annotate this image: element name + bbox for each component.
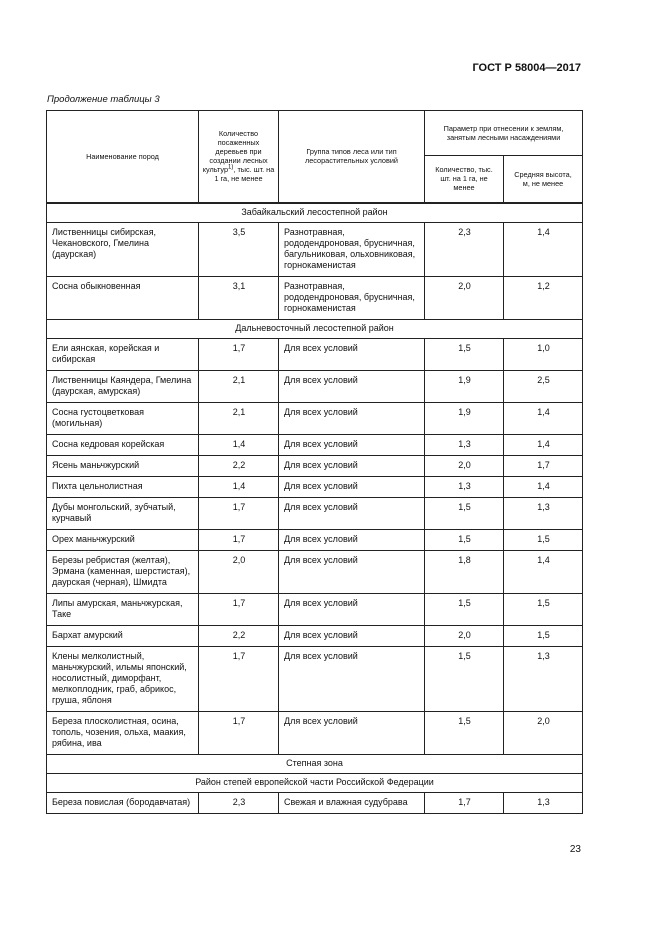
height-cell: 1,3	[504, 646, 583, 711]
count-cell: 2,0	[425, 455, 504, 476]
table-row	[47, 711, 583, 754]
table-row	[47, 792, 583, 813]
planted-cell: 2,1	[199, 402, 279, 434]
table-row	[47, 646, 583, 711]
forest-group-cell: Разнотравная, рододендроновая, брусничная, багульниковая, ольховниковая, горнокаменистая	[279, 222, 425, 276]
count-cell: 1,9	[425, 370, 504, 402]
table-row	[47, 455, 583, 476]
table-header	[47, 111, 583, 203]
count-cell: 1,3	[425, 476, 504, 497]
height-cell: 1,2	[504, 276, 583, 319]
table-row	[47, 497, 583, 529]
species-cell: Пихта цельнолистная	[47, 476, 199, 497]
species-cell: Ясень маньчжурский	[47, 455, 199, 476]
count-cell: 1,9	[425, 402, 504, 434]
planted-cell: 3,1	[199, 276, 279, 319]
species-cell: Лиственницы Каяндера, Гмелина (даурская, амурская)	[47, 370, 199, 402]
section-title: Район степей европейской части Российской Федерации	[47, 773, 583, 792]
forest-group-cell: Для всех условий	[279, 338, 425, 370]
table-body	[47, 203, 583, 814]
header-forest-group: Группа типов леса или тип лесорастительных условий	[279, 111, 425, 203]
document-code: ГОСТ Р 58004—2017	[472, 62, 581, 74]
height-cell: 1,4	[504, 550, 583, 593]
species-cell: Клены мелколистный, маньчжурский, ильмы японский, носолистный, диморфант, мелкоплодник, граб, абрикос, груша, яблоня	[47, 646, 199, 711]
species-cell: Липы амурская, маньчжурская, Таке	[47, 593, 199, 625]
table-row	[47, 550, 583, 593]
table-row	[47, 476, 583, 497]
forest-group-cell: Для всех условий	[279, 550, 425, 593]
forest-group-cell: Свежая и влажная судубрава	[279, 792, 425, 813]
height-cell: 2,0	[504, 711, 583, 754]
header-height: Средняя высота, м, не менее	[504, 156, 583, 203]
height-cell: 2,5	[504, 370, 583, 402]
forest-group-cell: Разнотравная, рододендроновая, брусничная, горнокаменистая	[279, 276, 425, 319]
species-cell: Лиственницы сибирская, Чекановского, Гмелина (даурская)	[47, 222, 199, 276]
count-cell: 1,5	[425, 711, 504, 754]
count-cell: 1,5	[425, 646, 504, 711]
section-row	[47, 203, 583, 223]
header-species: Наименование пород	[47, 111, 199, 203]
forest-group-cell: Для всех условий	[279, 434, 425, 455]
table-row	[47, 338, 583, 370]
forest-group-cell: Для всех условий	[279, 497, 425, 529]
species-table	[46, 110, 583, 814]
forest-group-cell: Для всех условий	[279, 529, 425, 550]
header-param: Параметр при отнесении к землям, занятым лесными насаждениями	[425, 111, 583, 156]
table-row	[47, 625, 583, 646]
section-title: Забайкальский лесостепной район	[47, 203, 583, 223]
count-cell: 1,5	[425, 497, 504, 529]
count-cell: 2,3	[425, 222, 504, 276]
count-cell: 2,0	[425, 276, 504, 319]
species-cell: Береза плосколистная, осина, тополь, чозения, ольха, маакия, рябина, ива	[47, 711, 199, 754]
height-cell: 1,4	[504, 222, 583, 276]
height-cell: 1,5	[504, 529, 583, 550]
planted-cell: 1,7	[199, 646, 279, 711]
section-row	[47, 754, 583, 773]
planted-cell: 2,0	[199, 550, 279, 593]
planted-cell: 1,7	[199, 711, 279, 754]
forest-group-cell: Для всех условий	[279, 711, 425, 754]
forest-group-cell: Для всех условий	[279, 646, 425, 711]
forest-group-cell: Для всех условий	[279, 625, 425, 646]
table-row	[47, 529, 583, 550]
planted-cell: 1,7	[199, 593, 279, 625]
species-cell: Дубы монгольский, зубчатый, курчавый	[47, 497, 199, 529]
height-cell: 1,5	[504, 593, 583, 625]
planted-cell: 2,3	[199, 792, 279, 813]
section-row	[47, 773, 583, 792]
species-cell: Береза повислая (бородавчатая)	[47, 792, 199, 813]
height-cell: 1,4	[504, 476, 583, 497]
planted-cell: 1,7	[199, 497, 279, 529]
count-cell: 1,7	[425, 792, 504, 813]
species-cell: Сосна кедровая корейская	[47, 434, 199, 455]
forest-group-cell: Для всех условий	[279, 593, 425, 625]
forest-group-cell: Для всех условий	[279, 476, 425, 497]
section-title: Дальневосточный лесостепной район	[47, 319, 583, 338]
page-number: 23	[569, 844, 581, 855]
planted-cell: 1,4	[199, 434, 279, 455]
height-cell: 1,4	[504, 402, 583, 434]
count-cell: 1,8	[425, 550, 504, 593]
count-cell: 1,5	[425, 338, 504, 370]
count-cell: 1,5	[425, 529, 504, 550]
table-row	[47, 402, 583, 434]
species-cell: Березы ребристая (желтая), Эрмана (каменная, шерстистая), даурская (черная), Шмидта	[47, 550, 199, 593]
planted-cell: 1,7	[199, 529, 279, 550]
table-row	[47, 434, 583, 455]
table-row	[47, 370, 583, 402]
planted-cell: 1,4	[199, 476, 279, 497]
forest-group-cell: Для всех условий	[279, 370, 425, 402]
height-cell: 1,7	[504, 455, 583, 476]
planted-cell: 2,2	[199, 625, 279, 646]
height-cell: 1,5	[504, 625, 583, 646]
forest-group-cell: Для всех условий	[279, 402, 425, 434]
planted-cell: 2,2	[199, 455, 279, 476]
planted-cell: 1,7	[199, 338, 279, 370]
section-row	[47, 319, 583, 338]
header-count: Количество, тыс. шт. на 1 га, не менее	[425, 156, 504, 203]
planted-cell: 2,1	[199, 370, 279, 402]
count-cell: 1,5	[425, 593, 504, 625]
count-cell: 2,0	[425, 625, 504, 646]
table-row	[47, 222, 583, 276]
species-cell: Сосна густоцветковая (могильная)	[47, 402, 199, 434]
height-cell: 1,3	[504, 497, 583, 529]
count-cell: 1,3	[425, 434, 504, 455]
height-cell: 1,4	[504, 434, 583, 455]
planted-cell: 3,5	[199, 222, 279, 276]
forest-group-cell: Для всех условий	[279, 455, 425, 476]
table-row	[47, 593, 583, 625]
species-cell: Орех маньчжурский	[47, 529, 199, 550]
species-cell: Сосна обыкновенная	[47, 276, 199, 319]
table-row	[47, 276, 583, 319]
species-cell: Бархат амурский	[47, 625, 199, 646]
species-cell: Ели аянская, корейская и сибирская	[47, 338, 199, 370]
table-caption: Продолжение таблицы 3	[47, 94, 160, 105]
header-planted: Количество посаженных деревьев при создании лесных культур$^{1)}$, тыс. шт. на 1 га, не менее	[199, 111, 279, 203]
height-cell: 1,3	[504, 792, 583, 813]
height-cell: 1,0	[504, 338, 583, 370]
section-title: Степная зона	[47, 754, 583, 773]
